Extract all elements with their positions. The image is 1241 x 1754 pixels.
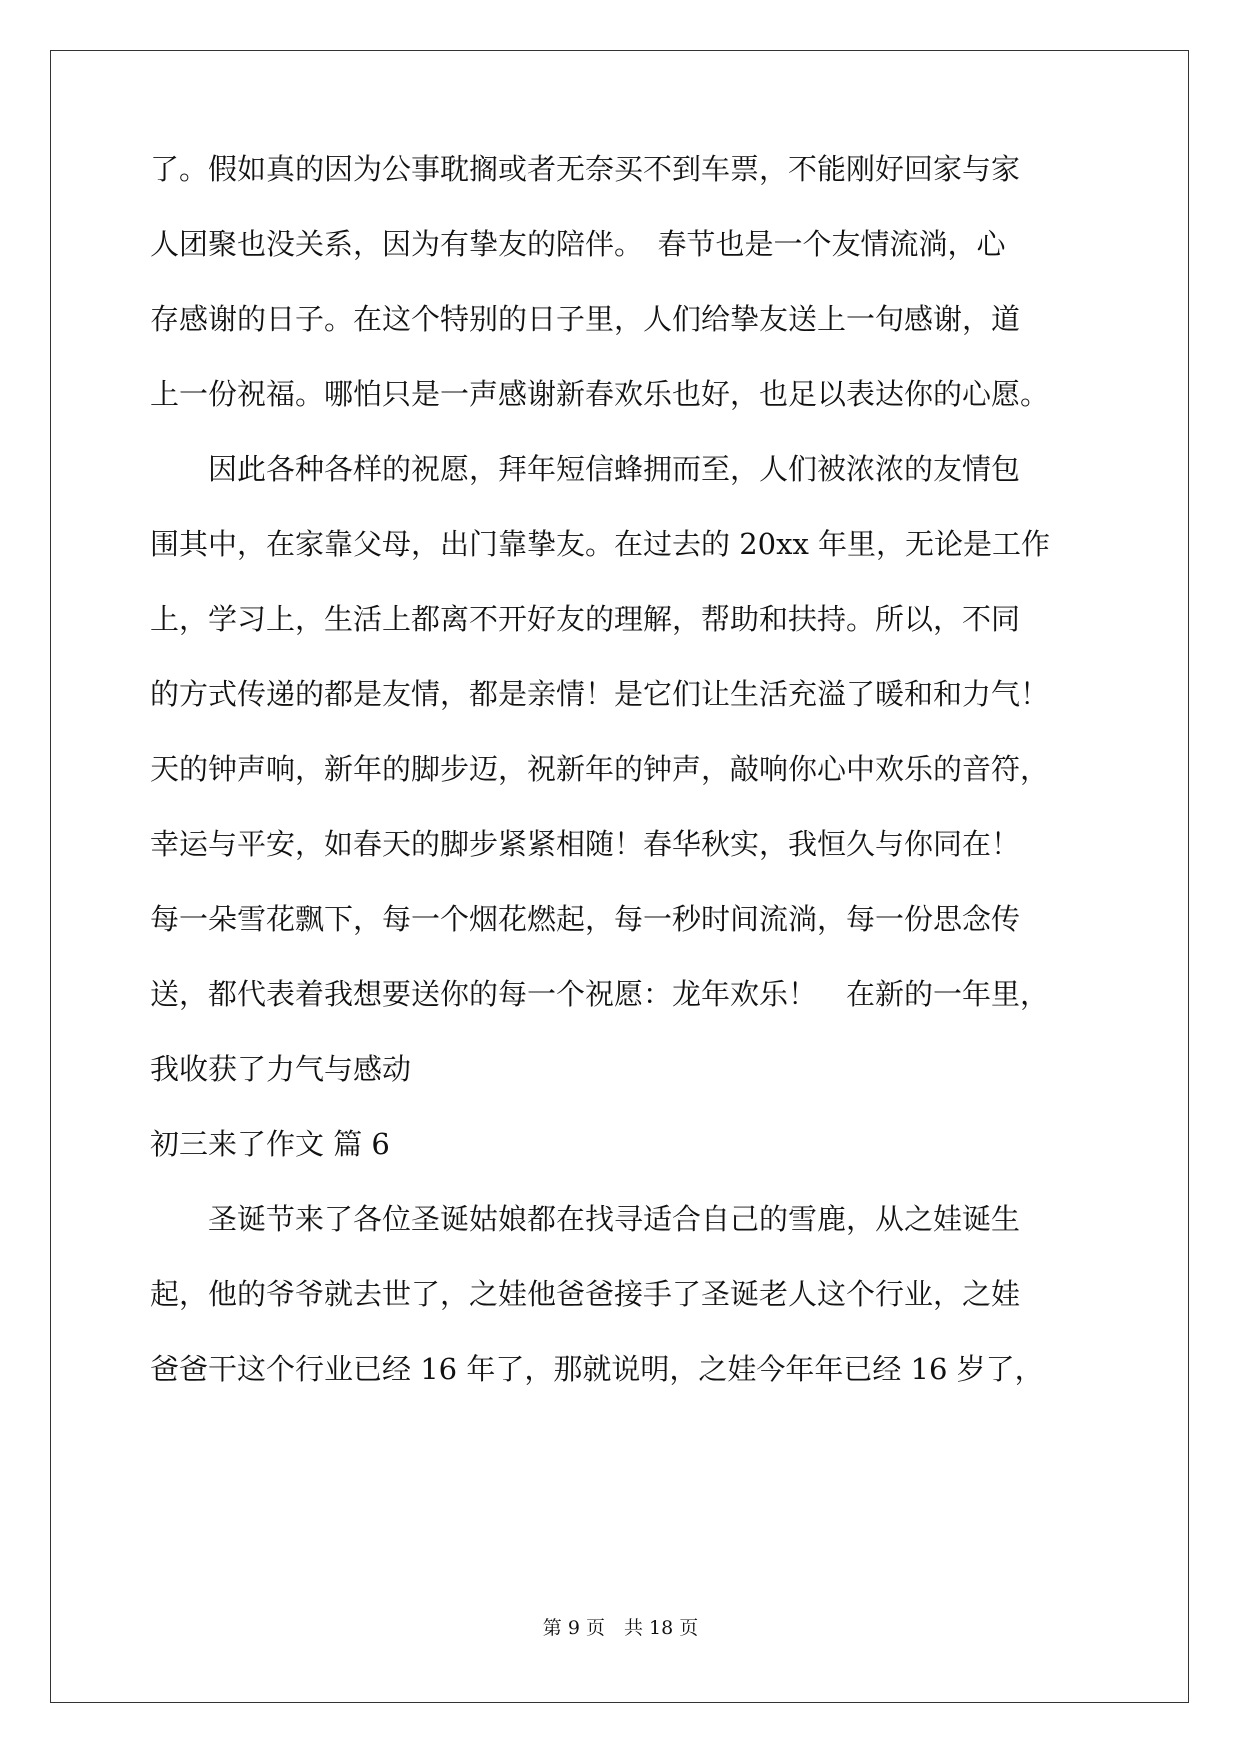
page-number-footer: 第 9 页 共 18 页 [542,1617,699,1639]
text-line: 我收获了力气与感动 [150,1052,412,1086]
text-line: 起，他的爷爷就去世了，之娃他爸爸接手了圣诞老人这个行业，之娃 [150,1277,1021,1311]
page-frame [50,50,1189,1703]
paragraph-start-line: 因此各种各样的祝愿，拜年短信蜂拥而至，人们被浓浓的友情包 [150,452,1021,486]
text-line: 天的钟声响，新年的脚步迈，祝新年的钟声，敲响你心中欢乐的音符， [150,752,1050,786]
text-line: 上，学习上，生活上都离不开好友的理解，帮助和扶持。所以，不同 [150,602,1021,636]
text-line: 存感谢的日子。在这个特别的日子里，人们给挚友送上一句感谢，道 [150,302,1021,336]
text-line: 了。假如真的因为公事耽搁或者无奈买不到车票，不能刚好回家与家 [150,152,1021,186]
text-line: 每一朵雪花飘下，每一个烟花燃起，每一秒时间流淌，每一份思念传 [150,902,1021,936]
text-line: 人团聚也没关系，因为有挚友的陪伴。 春节也是一个友情流淌，心 [150,227,1006,261]
text-line: 送，都代表着我想要送你的每一个祝愿：龙年欢乐！ 在新的一年里， [150,977,1050,1011]
text-line: 上一份祝福。哪怕只是一声感谢新春欢乐也好，也足以表达你的心愿。 [150,377,1050,411]
text-line: 的方式传递的都是友情，都是亲情！是它们让生活充溢了暖和和力气！ [150,677,1050,711]
text-line: 幸运与平安，如春天的脚步紧紧相随！春华秋实，我恒久与你同在！ [150,827,1021,861]
section-heading: 初三来了作文 篇 6 [150,1127,390,1161]
paragraph-start-line: 圣诞节来了各位圣诞姑娘都在找寻适合自己的雪鹿，从之娃诞生 [150,1202,1021,1236]
text-line: 围其中，在家靠父母，出门靠挚友。在过去的 20xx 年里，无论是工作 [150,527,1051,561]
text-line: 爸爸干这个行业已经 16 年了，那就说明，之娃今年年已经 16 岁了， [150,1352,1044,1386]
